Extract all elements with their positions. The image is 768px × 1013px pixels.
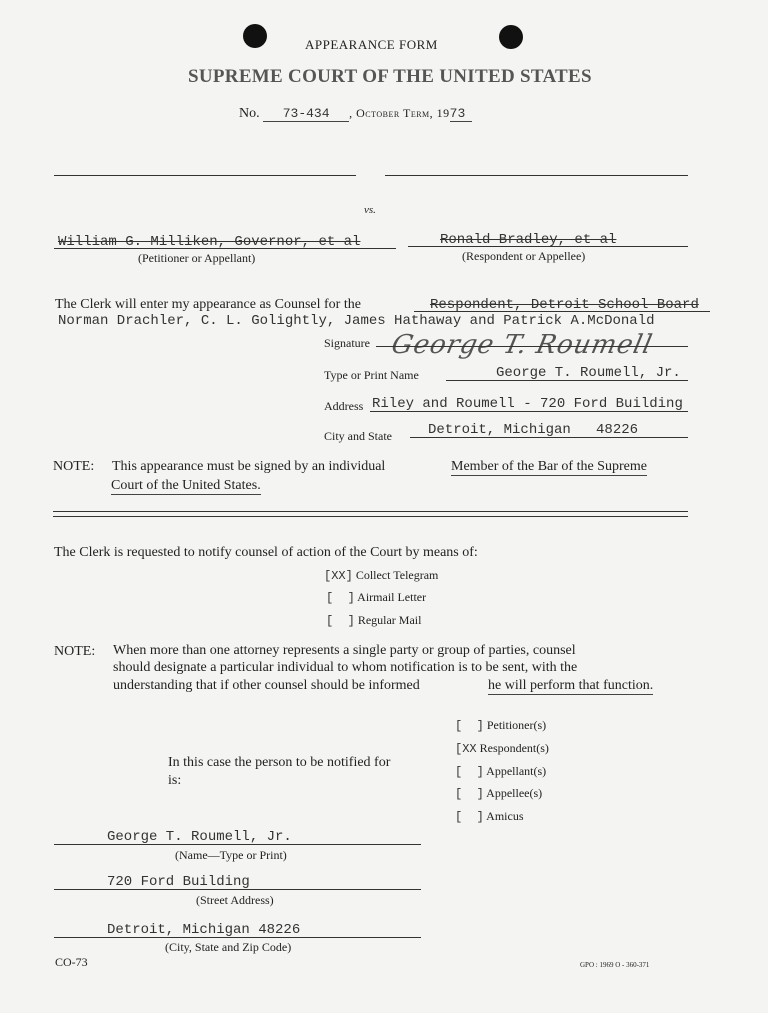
appellee-checkbox[interactable]: [ ] xyxy=(455,787,484,801)
note2-line1: When more than one attorney represents a single party or group of parties, counsel xyxy=(113,643,576,658)
regular-mail-checkbox[interactable]: [ ] xyxy=(326,614,355,628)
note1-text-b: Member of the Bar of the Supreme xyxy=(451,459,647,474)
notified-name: George T. Roumell, Jr. xyxy=(107,829,292,845)
note2-label: NOTE: xyxy=(54,644,96,659)
city-state-line xyxy=(410,437,688,438)
respondent-label: (Respondent or Appellee) xyxy=(462,249,586,263)
party-line xyxy=(414,311,710,312)
role-respondent[interactable] xyxy=(455,741,549,756)
address: Riley and Roumell - 720 Ford Building xyxy=(372,396,683,412)
role-appellant[interactable] xyxy=(455,764,546,779)
case-number: 73-434 xyxy=(263,106,349,122)
notify-person-prompt-2: is: xyxy=(168,773,182,788)
role-amicus[interactable] xyxy=(455,809,524,824)
regular-mail-label: Regular Mail xyxy=(357,613,422,627)
notified-street: 720 Ford Building xyxy=(107,874,250,890)
signature-label: Signature xyxy=(324,336,370,350)
form-code: CO-73 xyxy=(55,955,88,969)
respondent-name: Ronald Bradley, et al xyxy=(440,232,617,248)
print-name: George T. Roumell, Jr. xyxy=(496,365,681,381)
party-represented-line1: Respondent, Detroit School Board xyxy=(430,297,699,313)
petitioner-role-label: Petitioner(s) xyxy=(486,718,547,732)
notify-option-regular-mail[interactable] xyxy=(326,613,421,628)
court-title: SUPREME COURT OF THE UNITED STATES xyxy=(188,66,592,87)
city-state: Detroit, Michigan 48226 xyxy=(428,422,639,438)
vs-label: vs. xyxy=(364,204,376,216)
form-title: APPEARANCE FORM xyxy=(305,37,438,52)
note1-text-c: Court of the United States. xyxy=(111,478,261,493)
caption-line-left xyxy=(54,175,356,176)
case-number-line xyxy=(239,106,472,122)
notified-name-label: (Name—Type or Print) xyxy=(175,848,287,862)
role-appellee[interactable] xyxy=(455,786,542,801)
petitioner-line xyxy=(54,248,396,249)
notified-street-label: (Street Address) xyxy=(196,893,274,907)
note2-line2: should designate a particular individual to whom notification is to be sent, with the xyxy=(113,660,578,675)
term-label: , October Term, 19 xyxy=(349,106,450,120)
notified-city: Detroit, Michigan 48226 xyxy=(107,922,301,938)
petitioner-label: (Petitioner or Appellant) xyxy=(138,251,256,265)
signature-line xyxy=(376,346,688,347)
amicus-role-label: Amicus xyxy=(486,809,524,823)
signature: George T. Roumell xyxy=(388,330,656,360)
appellant-role-label: Appellant(s) xyxy=(486,764,547,778)
notify-option-telegram[interactable] xyxy=(324,568,438,583)
notified-name-line xyxy=(54,844,421,845)
divider-bottom xyxy=(53,516,688,517)
notify-option-airmail[interactable] xyxy=(326,590,426,605)
punch-hole-right xyxy=(499,25,523,49)
respondent-checkbox[interactable]: [XX xyxy=(455,742,477,756)
notified-city-label: (City, State and Zip Code) xyxy=(165,940,292,954)
address-line xyxy=(370,411,688,412)
airmail-label: Airmail Letter xyxy=(357,590,427,604)
party-represented-line2: Norman Drachler, C. L. Golightly, James Hathaway and Patrick A.McDonald xyxy=(58,313,655,329)
telegram-label: Collect Telegram xyxy=(355,568,439,582)
clerk-appearance-text: The Clerk will enter my appearance as Counsel for the xyxy=(55,297,361,312)
airmail-checkbox[interactable]: [ ] xyxy=(326,591,355,605)
address-label: Address xyxy=(324,399,364,413)
telegram-checkbox[interactable]: [XX] xyxy=(324,569,353,583)
respondent-line xyxy=(408,246,688,247)
role-petitioner[interactable] xyxy=(455,718,546,733)
appellant-checkbox[interactable]: [ ] xyxy=(455,765,484,779)
note2-line3b: he will perform that function. xyxy=(488,678,654,693)
petitioner-checkbox[interactable]: [ ] xyxy=(455,719,484,733)
punch-hole-left xyxy=(243,24,267,48)
notified-street-line xyxy=(54,889,421,890)
caption-line-right xyxy=(385,175,688,176)
note2-line3a: understanding that if other counsel should be informed xyxy=(113,678,420,693)
notify-person-prompt-1: In this case the person to be notified for xyxy=(168,755,391,770)
notified-city-line xyxy=(54,937,421,938)
note1-label: NOTE: xyxy=(53,459,95,474)
divider-top xyxy=(53,511,688,512)
notify-intro: The Clerk is requested to notify counsel of action of the Court by means of: xyxy=(54,545,478,560)
amicus-checkbox[interactable]: [ ] xyxy=(455,810,484,824)
note1-text-a: This appearance must be signed by an individual xyxy=(112,459,386,474)
no-label: No. xyxy=(239,106,260,121)
print-name-label: Type or Print Name xyxy=(324,368,419,382)
city-state-label: City and State xyxy=(324,429,392,443)
petitioner-name: William G. Milliken, Governor, et al xyxy=(58,234,361,250)
appellee-role-label: Appellee(s) xyxy=(486,786,543,800)
print-name-line xyxy=(446,380,688,381)
gpo-imprint: GPO : 1969 O - 360-371 xyxy=(580,961,650,969)
term-year: 73 xyxy=(450,106,472,122)
respondent-role-label: Respondent(s) xyxy=(479,741,549,755)
